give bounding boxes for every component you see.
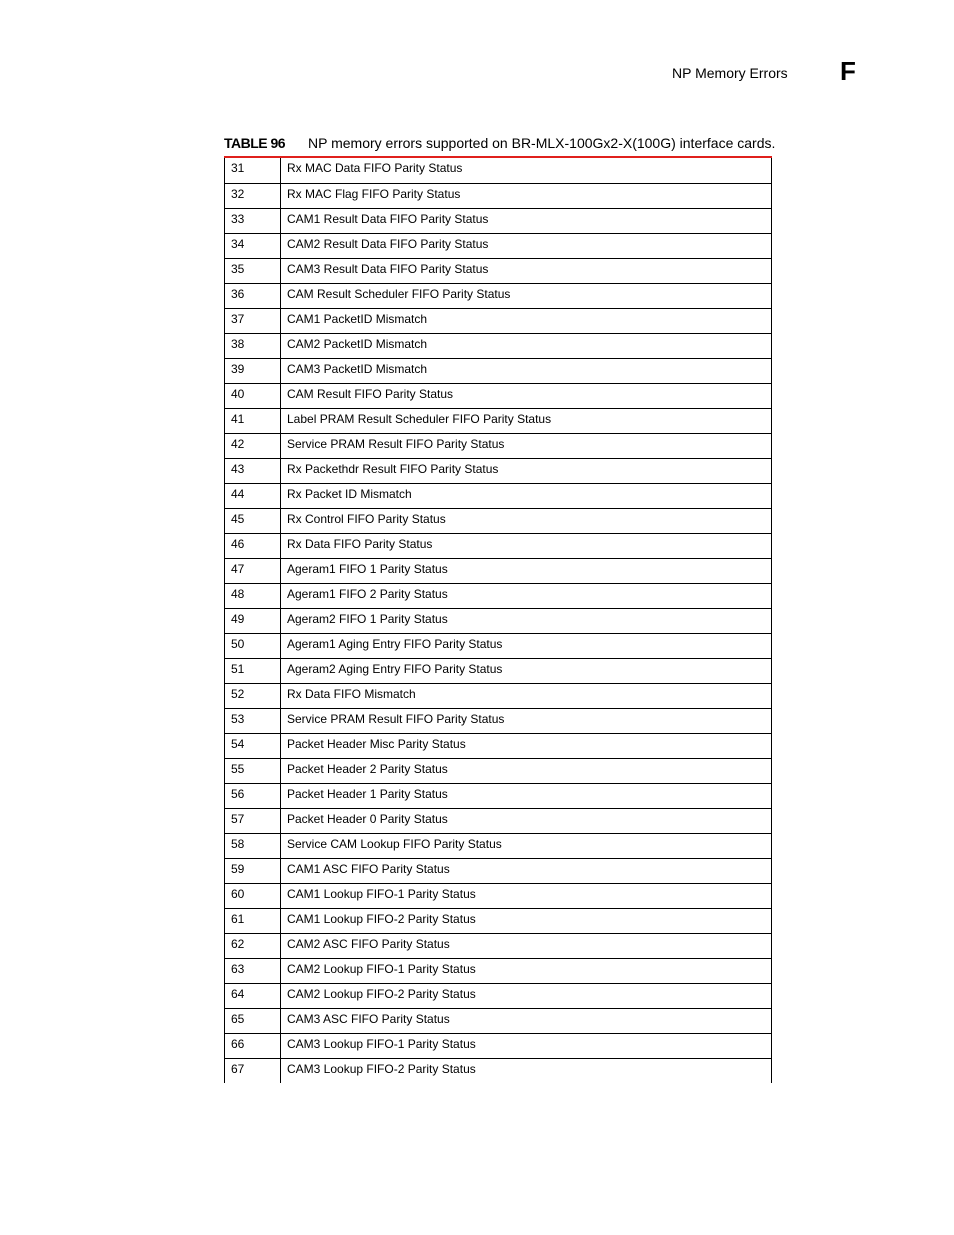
- table-row: [225, 308, 772, 333]
- table-row: [225, 533, 772, 558]
- error-description-cell: CAM Result Scheduler FIFO Parity Status: [281, 283, 772, 308]
- table-row: [225, 858, 772, 883]
- table-row: [225, 333, 772, 358]
- error-description-cell: Packet Header 2 Parity Status: [281, 758, 772, 783]
- error-description-cell: CAM1 Result Data FIFO Parity Status: [281, 208, 772, 233]
- table-row: [225, 633, 772, 658]
- error-description-cell: Rx Packethdr Result FIFO Parity Status: [281, 458, 772, 483]
- table-row: [225, 808, 772, 833]
- table-row: [225, 1008, 772, 1033]
- error-id-cell: 61: [225, 908, 281, 933]
- error-id-cell: 38: [225, 333, 281, 358]
- error-description-cell: Service PRAM Result FIFO Parity Status: [281, 708, 772, 733]
- error-id-cell: 44: [225, 483, 281, 508]
- error-description-cell: CAM2 ASC FIFO Parity Status: [281, 933, 772, 958]
- table-row: [225, 783, 772, 808]
- table-caption: [224, 135, 775, 151]
- table-row: [225, 258, 772, 283]
- error-id-cell: 50: [225, 633, 281, 658]
- error-description-cell: Rx Control FIFO Parity Status: [281, 508, 772, 533]
- error-description-cell: CAM Result FIFO Parity Status: [281, 383, 772, 408]
- table-row: [225, 933, 772, 958]
- error-description-cell: Ageram1 FIFO 1 Parity Status: [281, 558, 772, 583]
- error-description-cell: Rx Data FIFO Mismatch: [281, 683, 772, 708]
- table-row: [225, 208, 772, 233]
- error-id-cell: 53: [225, 708, 281, 733]
- error-description-cell: CAM2 PacketID Mismatch: [281, 333, 772, 358]
- error-id-cell: 34: [225, 233, 281, 258]
- table-row: [225, 283, 772, 308]
- error-description-cell: Packet Header Misc Parity Status: [281, 733, 772, 758]
- table-row: [225, 458, 772, 483]
- error-id-cell: 65: [225, 1008, 281, 1033]
- error-id-cell: 46: [225, 533, 281, 558]
- error-description-cell: CAM3 PacketID Mismatch: [281, 358, 772, 383]
- error-id-cell: 63: [225, 958, 281, 983]
- table-row: [225, 708, 772, 733]
- error-description-cell: Ageram1 FIFO 2 Parity Status: [281, 583, 772, 608]
- table-row: [225, 233, 772, 258]
- table-row: [225, 758, 772, 783]
- error-description-cell: CAM3 Result Data FIFO Parity Status: [281, 258, 772, 283]
- table-row: [225, 358, 772, 383]
- table-row: [225, 483, 772, 508]
- error-description-cell: CAM2 Result Data FIFO Parity Status: [281, 233, 772, 258]
- error-description-cell: Rx MAC Data FIFO Parity Status: [281, 158, 772, 183]
- error-id-cell: 49: [225, 608, 281, 633]
- error-description-cell: CAM2 Lookup FIFO-2 Parity Status: [281, 983, 772, 1008]
- error-id-cell: 67: [225, 1058, 281, 1083]
- error-id-cell: 64: [225, 983, 281, 1008]
- error-description-cell: CAM1 ASC FIFO Parity Status: [281, 858, 772, 883]
- table-row: [225, 683, 772, 708]
- table-row: [225, 658, 772, 683]
- table-row: [225, 508, 772, 533]
- error-id-cell: 35: [225, 258, 281, 283]
- error-id-cell: 41: [225, 408, 281, 433]
- table-row: [225, 183, 772, 208]
- table-row: [225, 408, 772, 433]
- table-caption-text: NP memory errors supported on BR-MLX-100Gx2-X(100G) interface cards.: [308, 135, 776, 151]
- table-body: [225, 158, 772, 1083]
- error-id-cell: 39: [225, 358, 281, 383]
- error-description-cell: Rx Packet ID Mismatch: [281, 483, 772, 508]
- error-id-cell: 43: [225, 458, 281, 483]
- error-description-cell: Ageram1 Aging Entry FIFO Parity Status: [281, 633, 772, 658]
- error-id-cell: 56: [225, 783, 281, 808]
- table-row: [225, 158, 772, 183]
- table-row: [225, 958, 772, 983]
- error-description-cell: Label PRAM Result Scheduler FIFO Parity Status: [281, 408, 772, 433]
- table-row: [225, 983, 772, 1008]
- error-description-cell: CAM2 Lookup FIFO-1 Parity Status: [281, 958, 772, 983]
- error-id-cell: 60: [225, 883, 281, 908]
- error-description-cell: Packet Header 0 Parity Status: [281, 808, 772, 833]
- error-id-cell: 58: [225, 833, 281, 858]
- table-row: [225, 1058, 772, 1083]
- np-memory-errors-table: [224, 158, 772, 1083]
- error-description-cell: CAM3 Lookup FIFO-2 Parity Status: [281, 1058, 772, 1083]
- error-id-cell: 45: [225, 508, 281, 533]
- error-description-cell: Ageram2 Aging Entry FIFO Parity Status: [281, 658, 772, 683]
- table-row: [225, 1033, 772, 1058]
- error-description-cell: Service CAM Lookup FIFO Parity Status: [281, 833, 772, 858]
- error-description-cell: Service PRAM Result FIFO Parity Status: [281, 433, 772, 458]
- error-id-cell: 55: [225, 758, 281, 783]
- table-row: [225, 908, 772, 933]
- error-id-cell: 54: [225, 733, 281, 758]
- table-row: [225, 883, 772, 908]
- error-id-cell: 51: [225, 658, 281, 683]
- error-description-cell: CAM1 Lookup FIFO-2 Parity Status: [281, 908, 772, 933]
- error-id-cell: 66: [225, 1033, 281, 1058]
- error-description-cell: Packet Header 1 Parity Status: [281, 783, 772, 808]
- error-id-cell: 52: [225, 683, 281, 708]
- table-row: [225, 583, 772, 608]
- table-row: [225, 608, 772, 633]
- error-id-cell: 42: [225, 433, 281, 458]
- table-row: [225, 433, 772, 458]
- table-number: TABLE 96: [224, 135, 286, 151]
- running-header-title: NP Memory Errors: [672, 65, 788, 81]
- error-id-cell: 40: [225, 383, 281, 408]
- error-description-cell: CAM3 Lookup FIFO-1 Parity Status: [281, 1033, 772, 1058]
- error-id-cell: 32: [225, 183, 281, 208]
- error-description-cell: CAM3 ASC FIFO Parity Status: [281, 1008, 772, 1033]
- error-description-cell: CAM1 Lookup FIFO-1 Parity Status: [281, 883, 772, 908]
- error-id-cell: 62: [225, 933, 281, 958]
- error-id-cell: 57: [225, 808, 281, 833]
- error-id-cell: 48: [225, 583, 281, 608]
- appendix-letter: F: [840, 56, 856, 86]
- table-row: [225, 733, 772, 758]
- error-id-cell: 59: [225, 858, 281, 883]
- error-description-cell: Rx Data FIFO Parity Status: [281, 533, 772, 558]
- table-row: [225, 383, 772, 408]
- table-row: [225, 558, 772, 583]
- error-id-cell: 33: [225, 208, 281, 233]
- error-id-cell: 37: [225, 308, 281, 333]
- error-id-cell: 36: [225, 283, 281, 308]
- error-description-cell: Ageram2 FIFO 1 Parity Status: [281, 608, 772, 633]
- error-id-cell: 47: [225, 558, 281, 583]
- error-description-cell: CAM1 PacketID Mismatch: [281, 308, 772, 333]
- table-row: [225, 833, 772, 858]
- error-id-cell: 31: [225, 158, 281, 183]
- error-description-cell: Rx MAC Flag FIFO Parity Status: [281, 183, 772, 208]
